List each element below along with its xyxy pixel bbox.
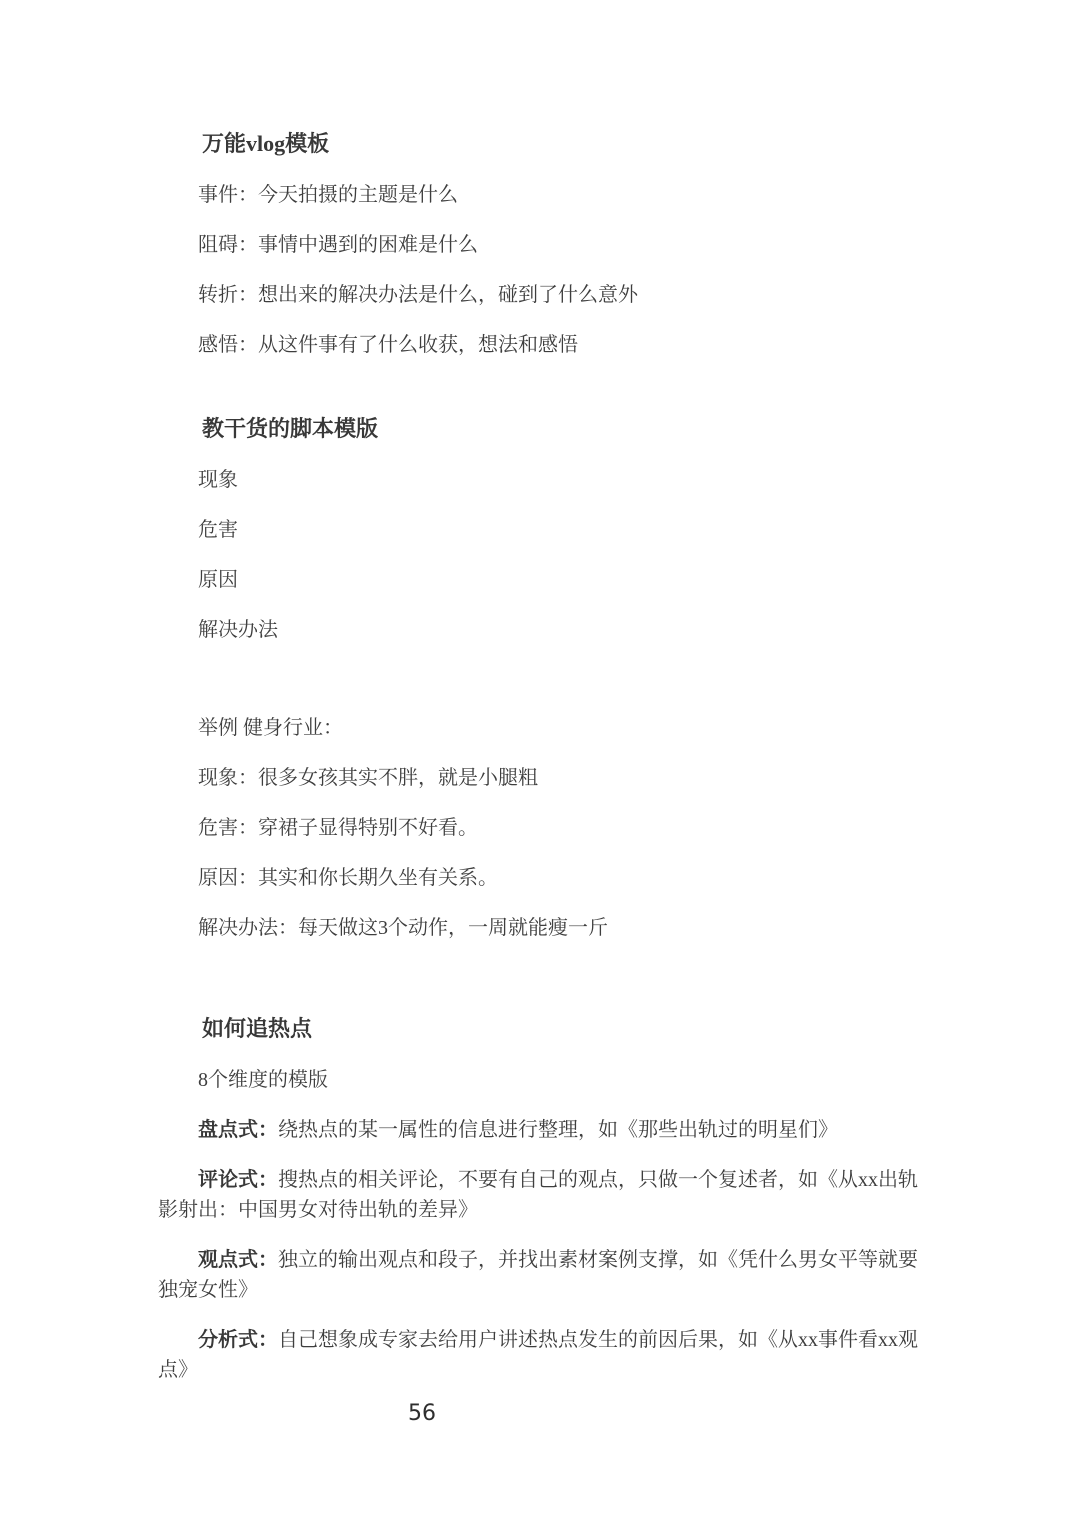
paragraph-style-analysis [158, 1325, 930, 1385]
paragraph-example-cause: 原因：其实和你长期久坐有关系。 [198, 867, 498, 889]
paragraph-solution: 解决办法 [198, 619, 278, 641]
paragraph-style-viewpoint [158, 1245, 930, 1305]
section-title-knowledge-script: 教干货的脚本模版 [202, 416, 379, 441]
label-comment: 评论式： [198, 1169, 278, 1191]
paragraph-example-lead: 举例 健身行业： [198, 717, 343, 739]
paragraph-vlog-turn: 转折：想出来的解决办法是什么，碰到了什么意外 [198, 284, 638, 306]
text-roundup: 绕热点的某一属性的信息进行整理，如《那些出轨过的明星们》 [278, 1119, 838, 1141]
text-analysis: 自己想象成专家去给用户讲述热点发生的前因后果，如《从xx事件看xx观点》 [158, 1329, 918, 1381]
text-comment: 搜热点的相关评论，不要有自己的观点，只做一个复述者，如《从xx出轨影射出：中国男女对待出轨的差异》 [158, 1169, 918, 1221]
paragraph-vlog-obstacle: 阻碍：事情中遇到的困难是什么 [198, 234, 478, 256]
label-analysis: 分析式： [198, 1329, 278, 1351]
page-content [158, 128, 930, 1405]
paragraph-vlog-insight: 感悟：从这件事有了什么收获，想法和感悟 [198, 334, 578, 356]
section-title-vlog-template: 万能vlog模板 [202, 131, 330, 156]
text-viewpoint: 独立的输出观点和段子，并找出素材案例支撑，如《凭什么男女平等就要独宠女性》 [158, 1249, 918, 1301]
page-number: 56 [408, 1401, 436, 1426]
paragraph-example-phenomenon: 现象：很多女孩其实不胖，就是小腿粗 [198, 767, 538, 789]
paragraph-example-solution: 解决办法：每天做这3个动作，一周就能瘦一斤 [198, 917, 608, 939]
paragraph-harm: 危害 [198, 519, 238, 541]
paragraph-phenomenon: 现象 [198, 469, 238, 491]
paragraph-example-harm: 危害：穿裙子显得特别不好看。 [198, 817, 478, 839]
section-title-hot-topics: 如何追热点 [202, 1016, 313, 1041]
label-roundup: 盘点式： [198, 1119, 278, 1141]
paragraph-style-roundup [158, 1115, 930, 1145]
paragraph-vlog-event: 事件：今天拍摄的主题是什么 [198, 184, 458, 206]
paragraph-hot-subtitle: 8个维度的模版 [198, 1069, 328, 1091]
paragraph-cause: 原因 [198, 569, 238, 591]
paragraph-style-comment [158, 1165, 930, 1225]
label-viewpoint: 观点式： [198, 1249, 278, 1271]
